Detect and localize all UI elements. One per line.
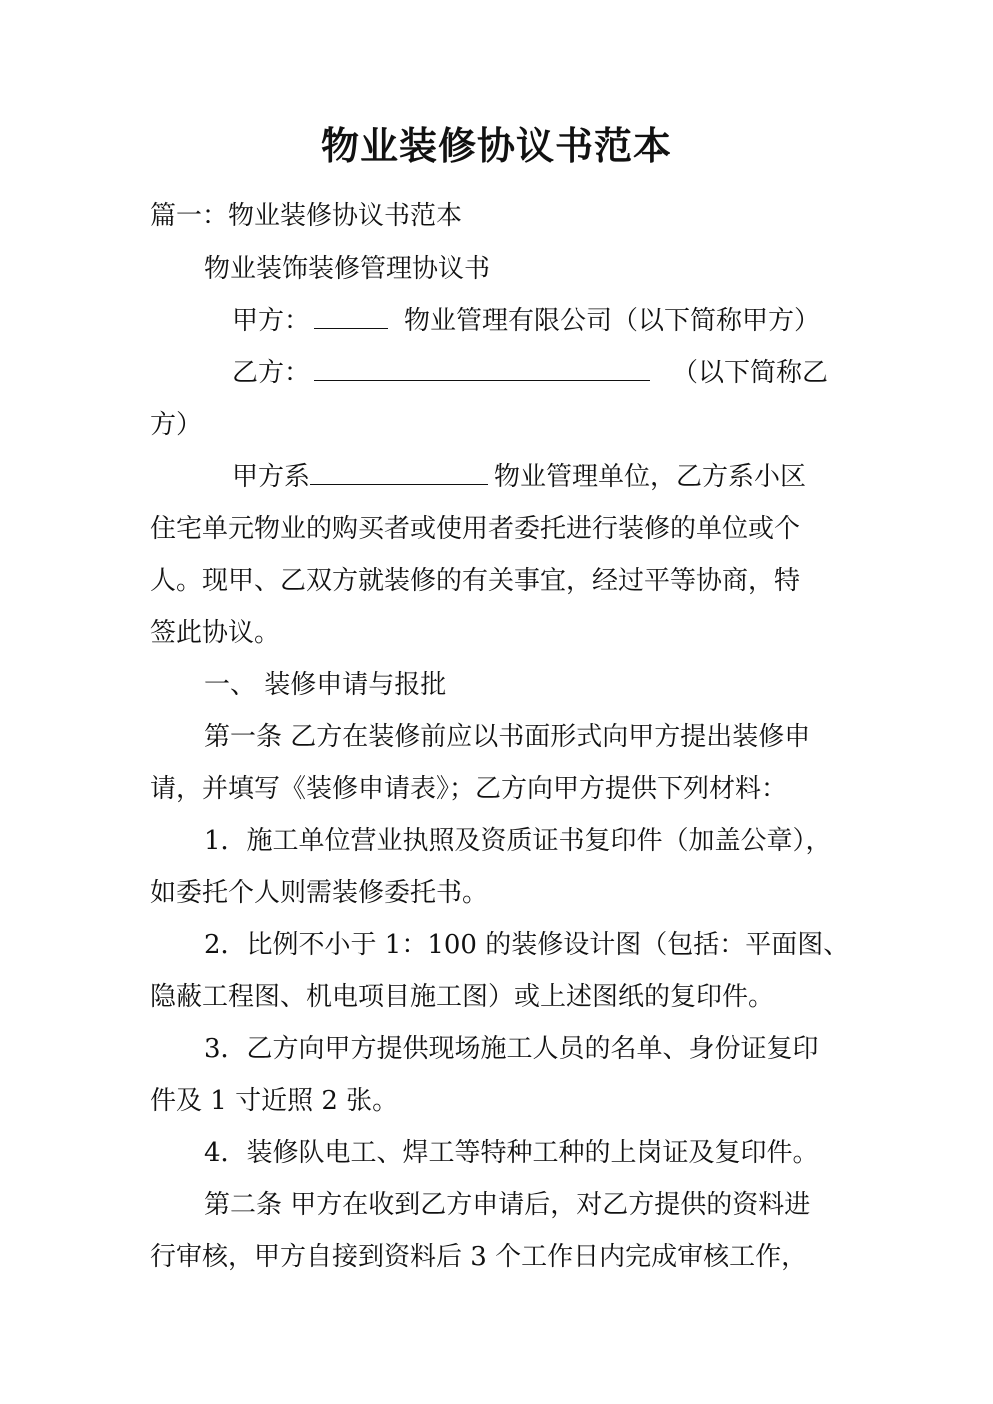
document-title: 物业装修协议书范本 — [320, 123, 672, 168]
paragraph-line: 方） — [150, 410, 203, 440]
paragraph-line: 住宅单元物业的购买者或使用者委托进行装修的单位或个 — [150, 514, 801, 544]
party-a-text: 物业管理有限公司（以下简称甲方） — [404, 306, 821, 336]
party-b-text: （以下简称乙 — [672, 358, 829, 388]
list-item: 2．比例不小于 1：100 的装修设计图（包括：平面图、 — [204, 930, 850, 960]
article-line: 行审核，甲方自接到资料后 3 个工作日内完成审核工作， — [150, 1242, 808, 1272]
party-b-line — [232, 353, 828, 393]
party-a-label: 甲方： — [232, 306, 311, 336]
property-unit-blank — [310, 458, 488, 485]
list-item-continued: 隐蔽工程图、机电项目施工图）或上述图纸的复印件。 — [150, 982, 775, 1012]
list-item: 1．施工单位营业执照及资质证书复印件（加盖公章）， — [204, 826, 832, 856]
article-line: 第一条 乙方在装修前应以书面形式向甲方提出装修申 — [204, 722, 811, 752]
party-b-label: 乙方： — [232, 358, 311, 388]
paragraph-line: 人。现甲、乙双方就装修的有关事宜，经过平等协商，特 — [150, 566, 801, 596]
chapter-heading: 一、 装修申请与报批 — [204, 670, 447, 700]
party-b-blank — [314, 354, 650, 381]
paragraph-line: 签此协议。 — [150, 618, 281, 648]
list-item-continued: 件及 1 寸近照 2 张。 — [150, 1086, 399, 1116]
list-item-continued: 如委托个人则需装修委托书。 — [150, 878, 489, 908]
party-a-blank — [314, 302, 388, 329]
paragraph-line — [232, 457, 806, 497]
list-item: 3．乙方向甲方提供现场施工人员的名单、身份证复印 — [204, 1034, 819, 1064]
article-line: 第二条 甲方在收到乙方申请后，对乙方提供的资料进 — [204, 1190, 811, 1220]
section-heading: 篇一：物业装修协议书范本 — [150, 201, 463, 231]
article-line: 请，并填写《装修申请表》；乙方向甲方提供下列材料： — [150, 774, 788, 804]
intro-text-end: 物业管理单位，乙方系小区 — [494, 462, 807, 492]
list-item: 4．装修队电工、焊工等特种工种的上岗证及复印件。 — [204, 1138, 819, 1168]
party-a-line — [232, 301, 820, 341]
intro-text-start: 甲方系 — [232, 462, 311, 492]
agreement-title: 物业装饰装修管理协议书 — [204, 254, 491, 284]
